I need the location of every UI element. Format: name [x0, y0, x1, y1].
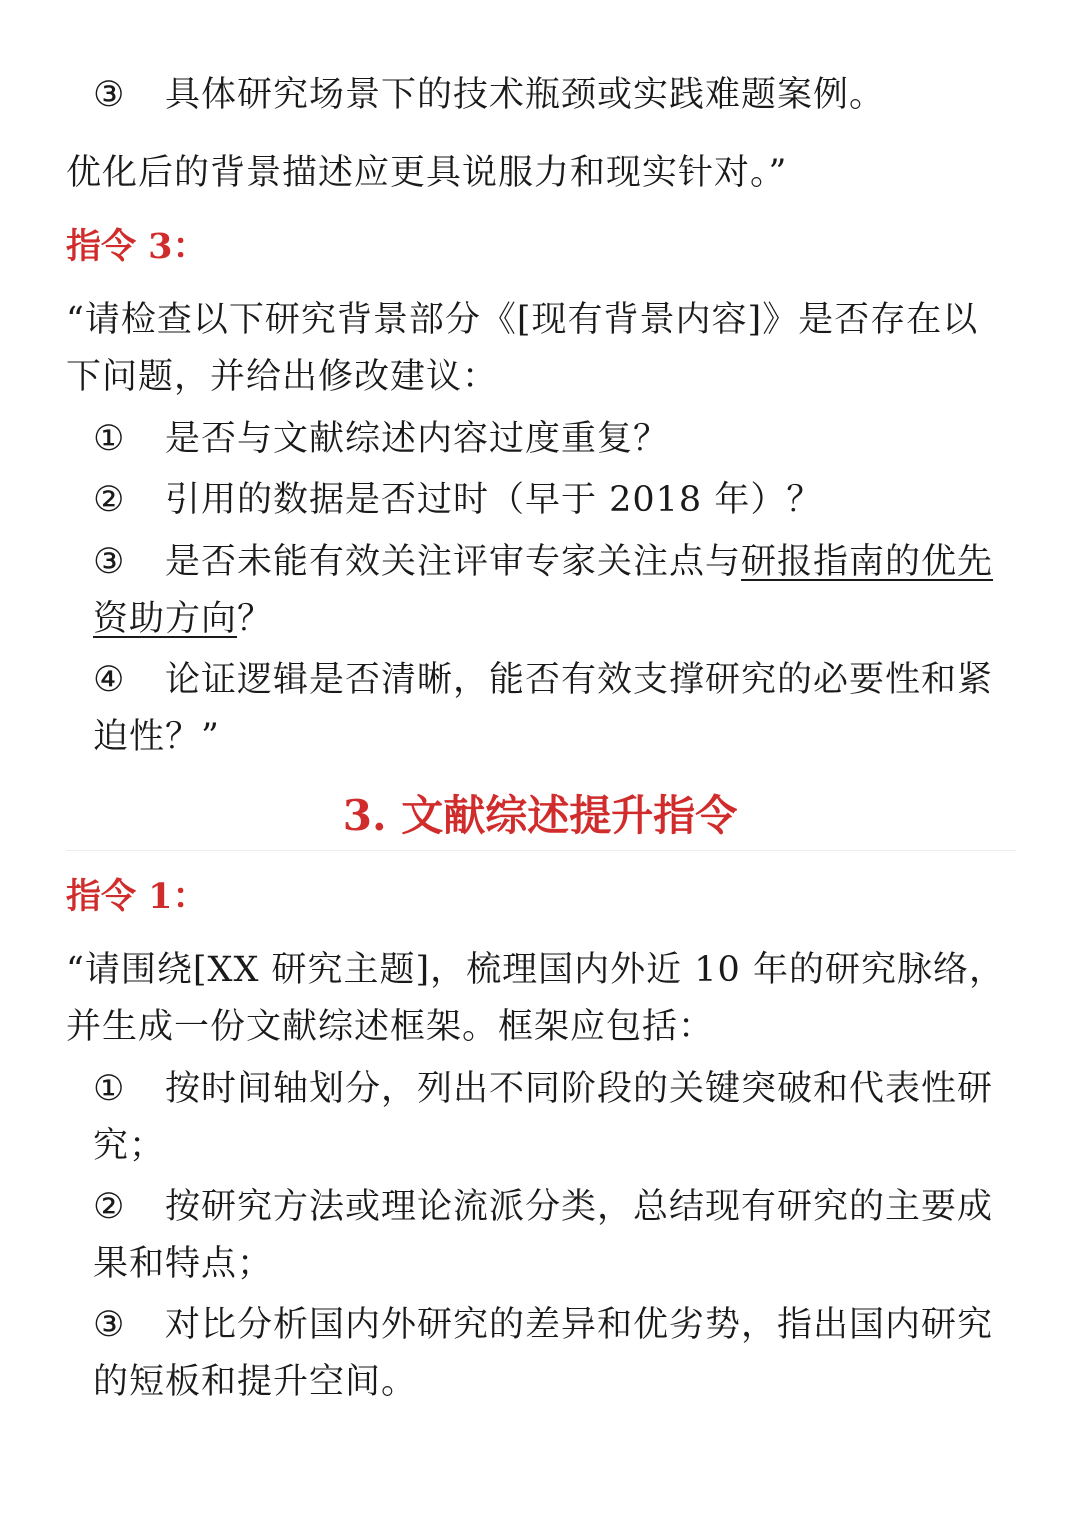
list-number: ② — [93, 1187, 126, 1227]
list-item-continuation: 迫性？” — [93, 717, 220, 757]
list-item — [93, 1186, 993, 1228]
list-number: ④ — [93, 660, 126, 700]
list-number: ① — [93, 1069, 126, 1109]
list-item — [93, 1304, 993, 1346]
list-text: 按时间轴划分，列出不同阶段的关键突破和代表性研 — [165, 1069, 994, 1109]
divider — [66, 850, 1016, 851]
list-item — [93, 541, 993, 583]
paragraph: “请检查以下研究背景部分《[现有背景内容]》是否存在以 — [66, 300, 979, 340]
list-text: 是否未能有效关注评审专家关注点与 — [165, 542, 742, 582]
list-item-continuation — [93, 598, 273, 640]
list-text: 引用的数据是否过时（早于 2018 年）？ — [165, 480, 823, 520]
list-item-continuation: 究； — [93, 1126, 166, 1166]
underlined-text: 资助方向 — [93, 599, 238, 639]
list-item-continuation: 果和特点； — [93, 1244, 274, 1284]
paragraph: 并生成一份文献综述框架。框架应包括： — [66, 1007, 715, 1047]
list-text: 论证逻辑是否清晰，能否有效支撑研究的必要性和紧 — [165, 660, 994, 700]
list-text: ？ — [237, 599, 274, 639]
underlined-text: 研报指南的优先 — [741, 542, 994, 582]
list-text: 具体研究场景下的技术瓶颈或实践难题案例。 — [165, 75, 886, 115]
list-item — [93, 1068, 993, 1110]
list-item — [93, 74, 885, 116]
list-item — [93, 659, 993, 701]
list-number: ② — [93, 480, 126, 520]
list-text: 按研究方法或理论流派分类，总结现有研究的主要成 — [165, 1187, 994, 1227]
list-text: 对比分析国内外研究的差异和优劣势，指出国内研究 — [165, 1305, 994, 1345]
directive-label: 指令 3： — [66, 226, 208, 267]
list-number: ③ — [93, 542, 126, 582]
directive-label: 指令 1： — [66, 876, 208, 917]
list-number: ③ — [93, 75, 126, 115]
list-number: ③ — [93, 1305, 126, 1345]
list-item — [93, 418, 669, 460]
paragraph: 优化后的背景描述应更具说服力和现实针对。” — [66, 153, 788, 193]
list-item — [93, 479, 822, 521]
list-item-continuation: 的短板和提升空间。 — [93, 1362, 418, 1402]
list-text: 是否与文献综述内容过度重复？ — [165, 419, 670, 459]
paragraph: “请围绕[XX 研究主题]，梳理国内外近 10 年的研究脉络， — [66, 950, 1005, 990]
section-title: 3. 文献综述提升指令 — [342, 791, 738, 840]
list-number: ① — [93, 419, 126, 459]
paragraph: 下问题，并给出修改建议： — [66, 357, 499, 397]
